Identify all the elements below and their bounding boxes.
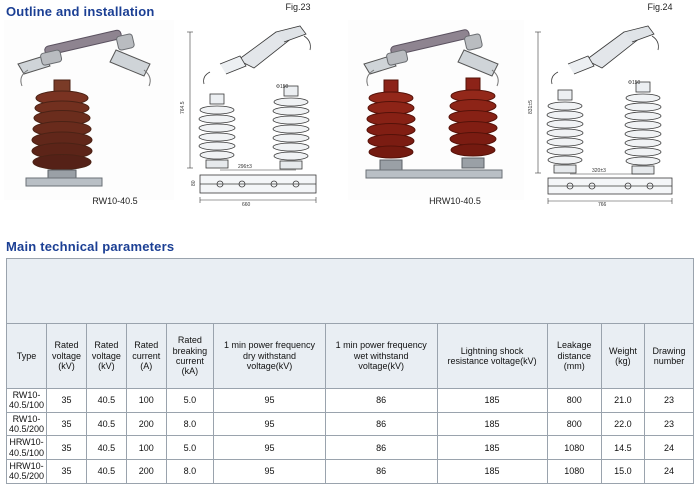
table-cell: 14.5 <box>601 436 644 460</box>
table-header-cell-5: 1 min power frequency dry withstand voltage(kV) <box>214 324 326 389</box>
table-cell: 8.0 <box>166 412 214 436</box>
product-photo-hrw10 <box>348 20 524 200</box>
table-row <box>7 460 694 484</box>
table-cell: RW10-40.5/200 <box>7 412 47 436</box>
table-row <box>7 412 694 436</box>
figure-caption-fig24: Fig.24 <box>647 2 673 12</box>
table-cell: HRW10-40.5/200 <box>7 460 47 484</box>
figure-label-hrw10: HRW10-40.5 <box>429 196 481 206</box>
table-cell: 23 <box>644 389 693 413</box>
table-cell: 800 <box>547 389 601 413</box>
table-cell: 24 <box>644 436 693 460</box>
table-header-spacer-cell <box>7 259 694 324</box>
table-header-cell-8: Leakage distance (mm) <box>547 324 601 389</box>
parameters-section-title: Main technical parameters <box>6 239 175 254</box>
table-header-cell-6: 1 min power frequency wet withstand voltage(kV) <box>325 324 437 389</box>
table-cell: 5.0 <box>166 389 214 413</box>
svg-text:831±5: 831±5 <box>528 100 534 114</box>
product-photo-rw10 <box>4 20 174 200</box>
table-cell: 185 <box>437 460 547 484</box>
table-cell: 95 <box>214 460 326 484</box>
svg-text:Φ150: Φ150 <box>276 84 289 90</box>
table-cell: 22.0 <box>601 412 644 436</box>
figure-label-rw10: RW10-40.5 <box>92 196 138 206</box>
table-cell: 24 <box>644 460 693 484</box>
table-cell: 40.5 <box>86 389 126 413</box>
table-header-cell-0: Type <box>7 324 47 389</box>
table-cell: 100 <box>126 436 166 460</box>
table-row <box>7 436 694 460</box>
table-cell: 86 <box>325 412 437 436</box>
table-cell: 800 <box>547 412 601 436</box>
table-cell: 185 <box>437 436 547 460</box>
table-cell: 8.0 <box>166 460 214 484</box>
table-cell: 1080 <box>547 436 601 460</box>
table-cell: 95 <box>214 412 326 436</box>
table-cell: 185 <box>437 412 547 436</box>
table-header-cell-7: Lightning shock resistance voltage(kV) <box>437 324 547 389</box>
table-cell: 200 <box>126 412 166 436</box>
table-cell: 35 <box>47 436 87 460</box>
table-cell: 86 <box>325 389 437 413</box>
svg-text:296±3: 296±3 <box>238 164 252 170</box>
table-header-cell-1: Rated voltage (kV) <box>47 324 87 389</box>
table-header-cell-10: Drawing number <box>644 324 693 389</box>
technical-drawing-fig24 <box>528 20 696 206</box>
table-header-cell-2: Rated voltage (kV) <box>86 324 126 389</box>
table-cell: 86 <box>325 460 437 484</box>
table-cell: 86 <box>325 436 437 460</box>
table-cell: 23 <box>644 412 693 436</box>
svg-text:80: 80 <box>191 180 197 186</box>
table-cell: 95 <box>214 436 326 460</box>
table-cell: 40.5 <box>86 412 126 436</box>
table-cell: 40.5 <box>86 436 126 460</box>
svg-text:766: 766 <box>598 202 607 206</box>
table-cell: HRW10-40.5/100 <box>7 436 47 460</box>
table-cell: 40.5 <box>86 460 126 484</box>
svg-text:Φ150: Φ150 <box>628 80 641 86</box>
table-cell: 200 <box>126 460 166 484</box>
table-row <box>7 389 694 413</box>
table-cell: 35 <box>47 389 87 413</box>
outline-section-title: Outline and installation <box>6 4 155 19</box>
table-cell: 15.0 <box>601 460 644 484</box>
table-cell: 185 <box>437 389 547 413</box>
table-cell: 21.0 <box>601 389 644 413</box>
table-cell: 1080 <box>547 460 601 484</box>
table-header-row <box>7 324 694 389</box>
table-cell: 100 <box>126 389 166 413</box>
table-header-spacer-row <box>7 259 694 324</box>
table-cell: 35 <box>47 412 87 436</box>
table-cell: 95 <box>214 389 326 413</box>
table-cell: 35 <box>47 460 87 484</box>
svg-text:660: 660 <box>242 202 251 206</box>
table-header-cell-9: Weight (kg) <box>601 324 644 389</box>
table-body <box>7 389 694 484</box>
figure-caption-fig23: Fig.23 <box>285 2 311 12</box>
svg-text:764.5: 764.5 <box>180 101 186 114</box>
table-header-cell-3: Rated current (A) <box>126 324 166 389</box>
table-cell: RW10-40.5/100 <box>7 389 47 413</box>
technical-drawing-fig23 <box>180 20 340 206</box>
svg-text:320±3: 320±3 <box>592 168 606 174</box>
table-cell: 5.0 <box>166 436 214 460</box>
table-header-cell-4: Rated breaking current (kA) <box>166 324 214 389</box>
technical-parameters-table <box>6 258 694 484</box>
